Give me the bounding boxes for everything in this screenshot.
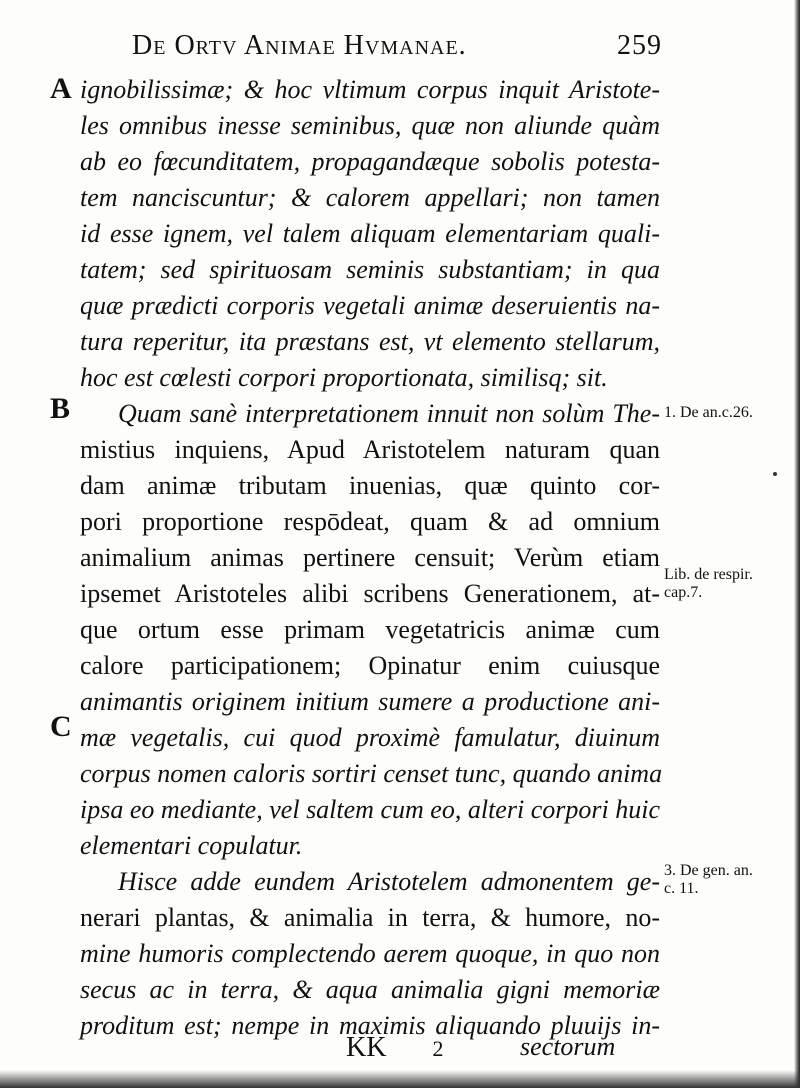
text-line: ignobilissimæ; & hoc vltimum corpus inquit Aristote-: [80, 75, 660, 104]
text-line: mistius inquiens, Apud Aristotelem naturam quan: [80, 435, 660, 464]
page-edge-shadow: [794, 0, 800, 1088]
text-line: animantis originem initium sumere a productione ani-: [80, 687, 660, 716]
margin-note-text: c. 11.: [664, 880, 699, 897]
text-line: ipsemet Aristoteles alibi scribens Generationem, at-: [80, 579, 660, 608]
signature-mark: [346, 1032, 443, 1064]
running-header: [132, 30, 662, 66]
text-line: dam animæ tributam inuenias, quæ quinto cor-: [80, 471, 660, 500]
section-marker-b: B: [50, 392, 71, 425]
text-line: ipsa eo mediante, vel saltem cum eo, alteri corpori huic: [80, 795, 660, 824]
page-number: 259: [617, 30, 662, 61]
text-line: Quam sanè interpretationem innuit non solùm The-: [118, 399, 660, 428]
margin-note-3: [664, 862, 794, 898]
text-line: quæ prædicti corporis vegetali animæ deseruientis na-: [80, 291, 660, 320]
margin-note-text: 1. De an.c.26.: [664, 404, 753, 421]
text-line: id esse ignem, vel talem aliquam elementariam quali-: [80, 219, 660, 248]
text-line: elementari copulatur.: [80, 831, 303, 860]
section-marker-a: A: [50, 72, 72, 105]
margin-note-1: [664, 404, 794, 422]
signature-number: 2: [432, 1036, 444, 1061]
text-line: ab eo fœcunditatem, propagandæque sobolis potesta-: [80, 147, 660, 176]
text-line: secus ac in terra, & aqua animalia gigni memoriæ: [80, 975, 660, 1004]
margin-note-2: [664, 566, 794, 602]
text-line: tura reperitur, ita præstans est, vt elemento stellarum,: [80, 327, 660, 356]
margin-note-text: 3. De gen. an.: [664, 862, 753, 879]
text-line: tem nanciscuntur; & calorem appellari; non tamen: [80, 183, 660, 212]
text-line: hoc est cœlesti corpori proportionata, similisq; sit.: [80, 363, 608, 392]
text-line: nerari plantas, & animalia in terra, & humore, no-: [80, 903, 660, 932]
signature-letters: KK: [346, 1032, 387, 1063]
text-line: les omnibus inesse seminibus, quæ non aliunde quàm: [80, 111, 660, 140]
text-line: animalium animas pertinere censuit; Verùm etiam: [80, 543, 660, 572]
text-line: mine humoris complectendo aerem quoque, in quo non: [80, 939, 660, 968]
text-line: corpus nomen caloris sortiri censet tunc, quando anima: [80, 759, 663, 788]
margin-note-text: Lib. de respir.: [664, 566, 753, 583]
running-title: De Ortv Animae Hvmanae.: [132, 30, 467, 61]
section-marker-c: C: [50, 710, 72, 743]
ink-speck: [773, 472, 777, 476]
page-bottom-shadow: [0, 1070, 800, 1088]
text-line: mæ vegetalis, cui quod proximè famulatur, diuinum: [80, 723, 660, 752]
text-line: Hisce adde eundem Aristotelem admonentem ge-: [118, 867, 660, 896]
text-line: tatem; sed spirituosam seminis substantiam; in qua: [80, 255, 660, 284]
text-line: calore participationem; Opinatur enim cuiusque: [80, 651, 660, 680]
catchword: sectorum: [520, 1032, 616, 1061]
text-line: pori proportione respōdeat, quam & ad omnium: [80, 507, 660, 536]
margin-note-text: cap.7.: [664, 584, 703, 601]
text-line: proditum est; nempe in maximis aliquando pluuijs in-: [80, 1011, 660, 1040]
text-line: que ortum esse primam vegetatricis animæ cum: [80, 615, 660, 644]
